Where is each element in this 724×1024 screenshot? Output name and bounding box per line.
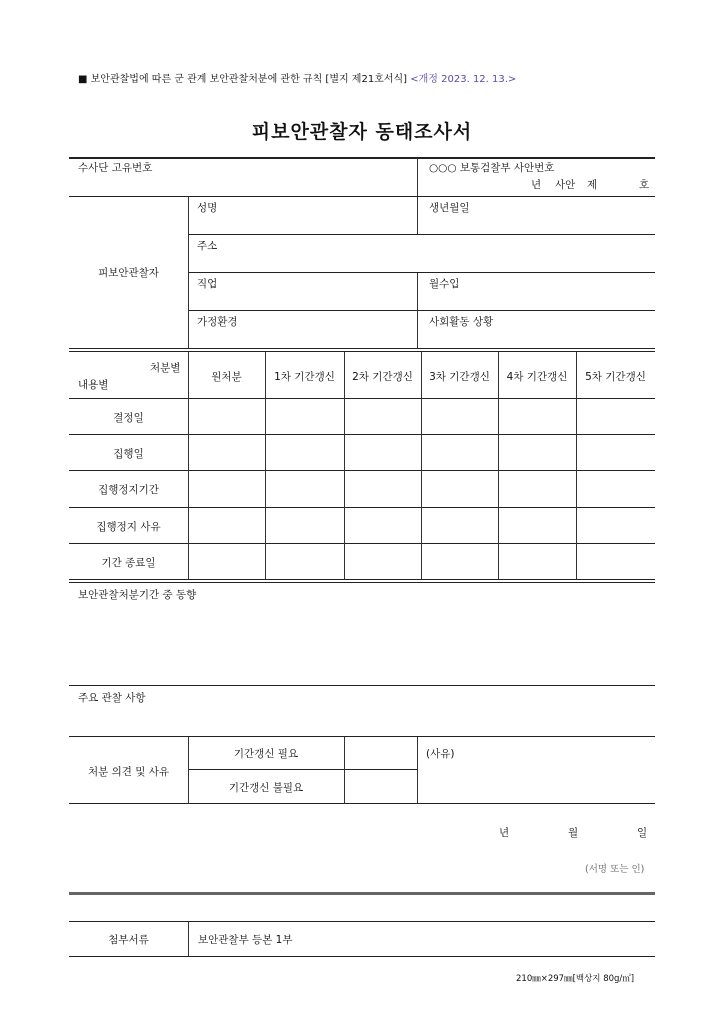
trend-label: 보안관찰처분기간 중 동향 — [78, 589, 197, 601]
paper-spec: 210㎜×297㎜[백상지 80g/㎡] — [516, 974, 635, 984]
revision-note: <개정 2023. 12. 13.> — [410, 74, 517, 85]
divider — [69, 921, 655, 922]
divider — [417, 197, 418, 234]
divider — [344, 352, 345, 579]
reason-label: (사유) — [426, 748, 455, 760]
divider — [69, 351, 655, 352]
signature-note: (서명 또는 인) — [585, 864, 645, 875]
divider — [69, 956, 655, 957]
divider — [188, 922, 189, 956]
page-title: 피보안관찰자 동태조사서 — [251, 121, 473, 143]
attachment-value: 보안관찰부 등본 1부 — [198, 934, 293, 946]
social-activity-label: 사회활동 상황 — [429, 316, 494, 328]
office-case-label: ○○○ 보통검찰부 사안번호 — [429, 162, 555, 174]
divider — [69, 582, 655, 583]
divider — [417, 273, 418, 348]
row-label: 기간 종료일 — [101, 557, 156, 569]
form-header — [78, 70, 516, 85]
renewal-needed-label: 기간갱신 필요 — [233, 748, 299, 760]
year-label: 년 — [531, 179, 542, 191]
case-label: 사안 — [555, 179, 576, 191]
divider — [69, 196, 655, 197]
divider — [69, 685, 655, 686]
column-header: 1차 기간갱신 — [274, 371, 335, 383]
divider — [69, 892, 655, 895]
divider — [69, 434, 655, 435]
attachment-label: 첨부서류 — [108, 934, 149, 946]
divider — [69, 157, 655, 159]
number-label: 제 — [587, 179, 598, 191]
column-header: 5차 기간갱신 — [585, 371, 646, 383]
address-label: 주소 — [197, 240, 218, 252]
row-label: 집행일 — [113, 448, 144, 460]
divider — [188, 310, 655, 311]
column-header: 4차 기간갱신 — [506, 371, 568, 383]
birthdate-label: 생년월일 — [429, 202, 470, 214]
divider — [69, 579, 655, 580]
column-header: 3차 기간갱신 — [429, 371, 490, 383]
divider — [69, 736, 655, 737]
divider — [188, 272, 655, 273]
opinion-label: 처분 의견 및 사유 — [87, 766, 169, 778]
job-label: 직업 — [197, 278, 218, 290]
divider — [417, 737, 418, 803]
row-label: 집행정지 사유 — [96, 521, 161, 533]
date-day: 일 — [637, 827, 648, 839]
divider — [69, 803, 655, 804]
column-header: 원처분 — [211, 371, 242, 383]
row-label: 집행정지기간 — [98, 484, 159, 496]
observation-label: 주요 관찰 사항 — [78, 692, 146, 704]
divider — [344, 737, 345, 803]
renewal-not-needed-label: 기간갱신 불필요 — [228, 782, 304, 794]
column-header: 2차 기간갱신 — [352, 371, 413, 383]
name-label: 성명 — [197, 202, 218, 214]
row-label: 결정일 — [113, 412, 144, 424]
form-reference: 보안관찰법에 따른 군 관계 보안관찰처분에 관한 규칙 [별지 제21호서식] — [90, 74, 408, 85]
divider — [417, 158, 418, 196]
divider — [69, 470, 655, 471]
subject-label: 피보안관찰자 — [98, 267, 159, 279]
divider — [69, 543, 655, 544]
date-year: 년 — [499, 827, 510, 839]
divider — [188, 352, 189, 579]
case-number-label: 수사단 고유번호 — [78, 162, 153, 174]
corner-bottom-label: 내용별 — [78, 379, 109, 391]
divider — [188, 769, 417, 770]
date-month: 월 — [568, 827, 579, 839]
ho-label: 호 — [639, 179, 650, 191]
divider — [265, 352, 266, 579]
divider — [69, 398, 655, 399]
corner-top-label: 처분별 — [150, 362, 181, 374]
bullet-icon: ■ — [78, 74, 88, 85]
divider — [498, 352, 499, 579]
divider — [69, 348, 655, 349]
divider — [188, 234, 655, 235]
divider — [188, 197, 189, 348]
divider — [69, 507, 655, 508]
income-label: 월수입 — [429, 278, 460, 290]
family-label: 가정환경 — [197, 316, 238, 328]
divider — [421, 352, 422, 579]
divider — [576, 352, 577, 579]
